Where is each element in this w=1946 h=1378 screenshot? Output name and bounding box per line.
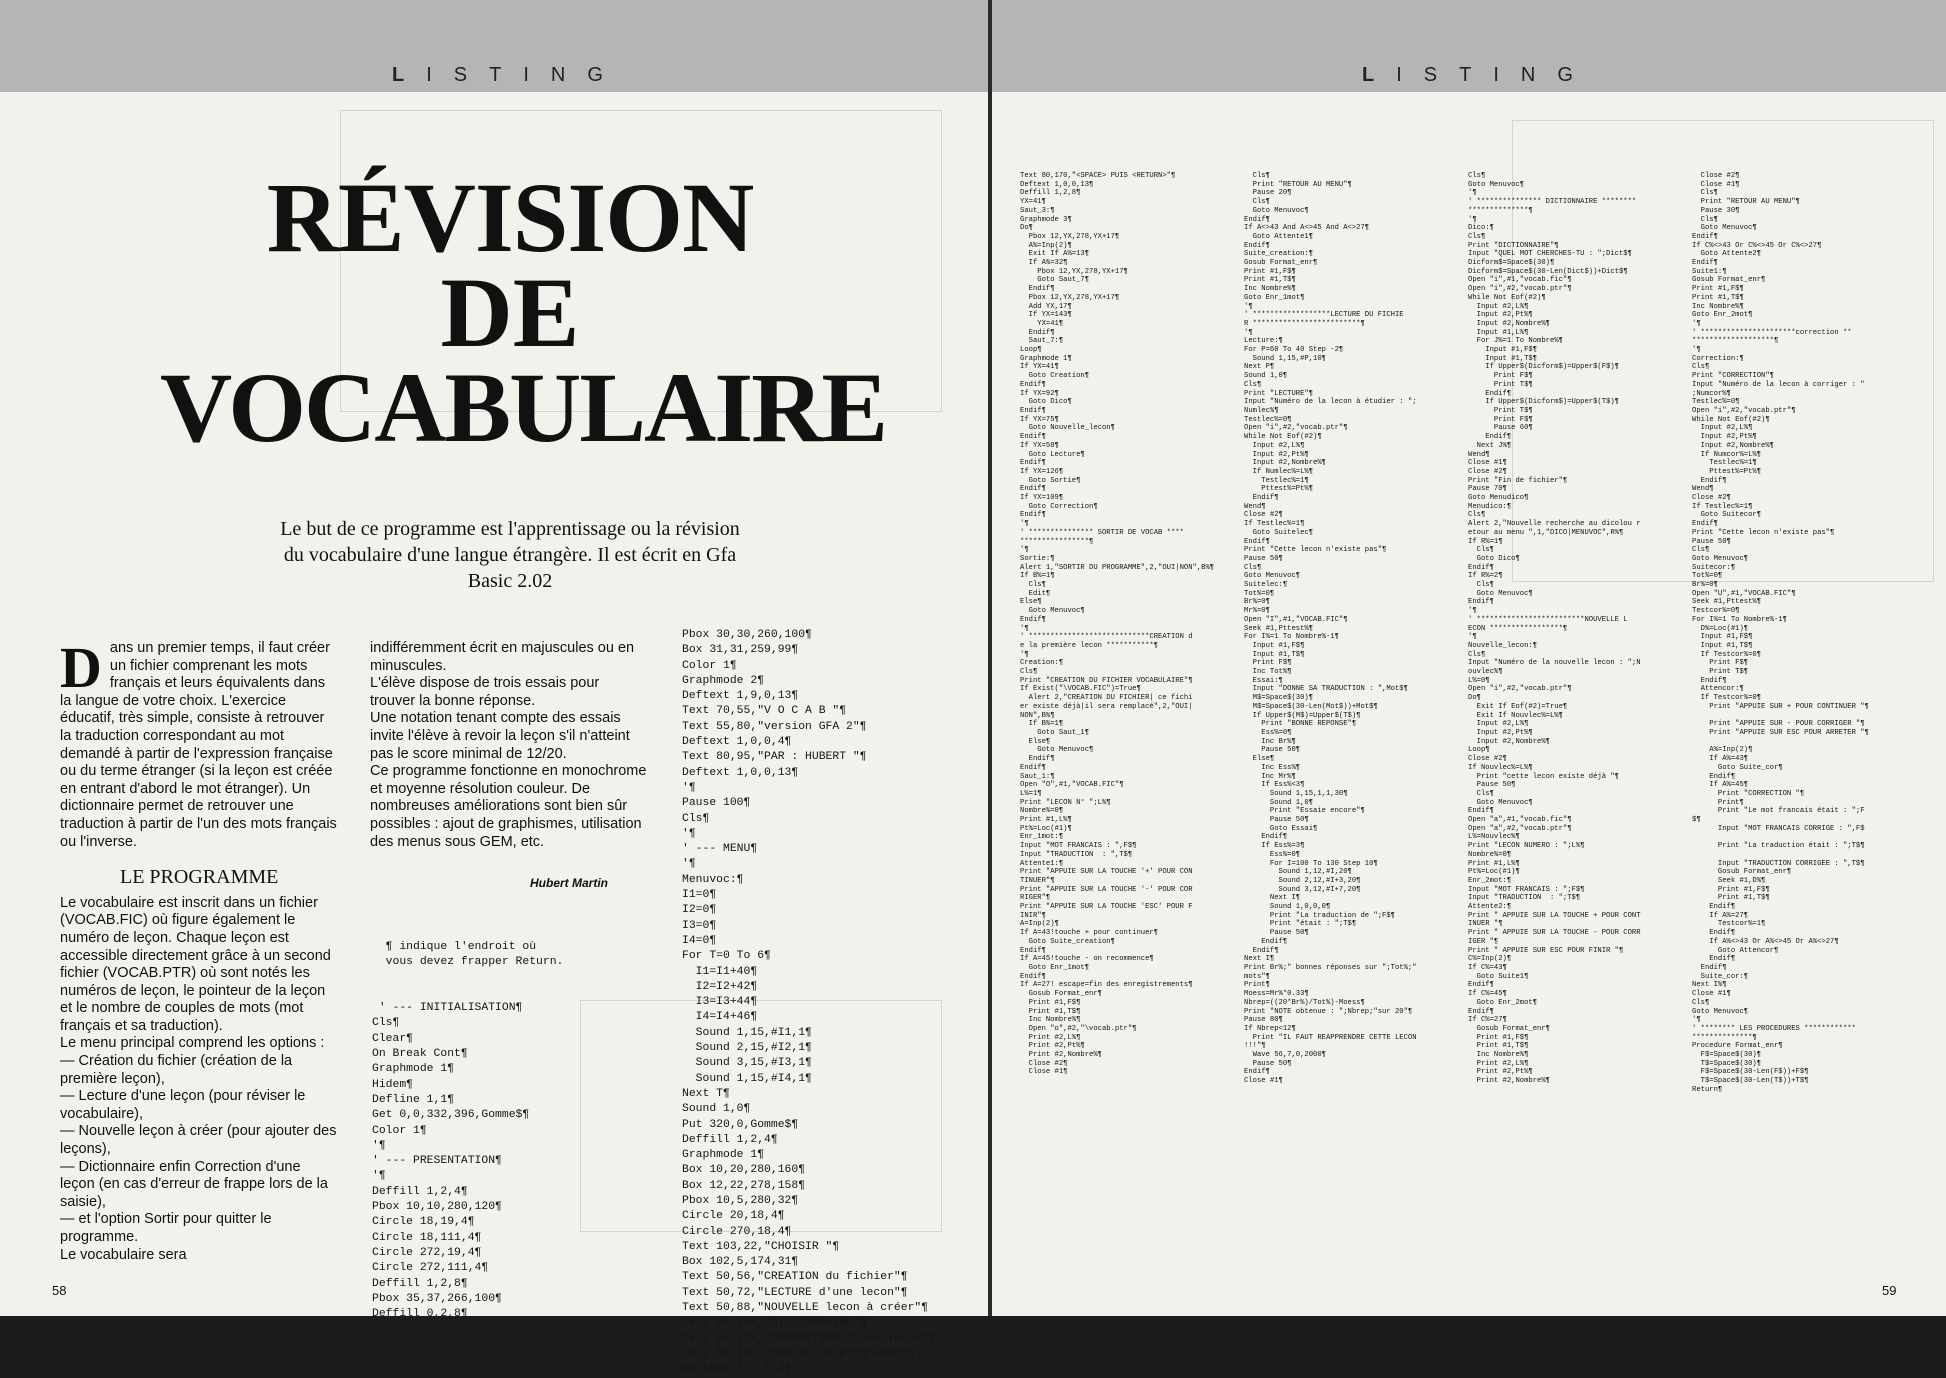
paragraph: L'élève dispose de trois essais pour trouver la bonne réponse.: [370, 675, 600, 709]
title-line-1: RÉVISION: [266, 162, 754, 273]
paragraph: Le menu principal comprend les options :: [60, 1035, 325, 1052]
paragraph: [60, 635, 338, 851]
paragraph-text: ans un premier temps, il faut créer un fichier comprenant les mots français et leurs équivalents dans la langue de votre choix. L'exercice éducatif, très simple, consiste à retrouver la traduction correspondant au mot demandé à partir de l'expression française ou du terme étranger (si la leçon est créée en entrant d'abord le mot étranger). Un dictionnaire permet de retrouver une traduction à partir de l'un des mots français ou l'inverse.: [60, 640, 337, 850]
header-initial: L: [392, 64, 427, 86]
list-item: — Nouvelle leçon à créer (pour ajouter des leçons),: [60, 1123, 337, 1158]
list-item: — Lecture d'une leçon (pour réviser le vocabulaire),: [60, 1088, 306, 1122]
code-listing-r1: Text 80,170,"<SPACE> PUIS <RETURN>"¶ Deftext 1,0,0,13¶ Deffill 1,2,8¶ YX=41¶ Saut_3:¶ Graphmode 3¶ Do¶ Pbox 12,YX,278,YX+17¶ A%=Inp(2)¶ Exit If A%=13¶ If A%=32¶ Pbox 12,YX,278,YX+17¶ Goto Saut_7¶ Endif¶ Pbox 12,YX,278,YX+17¶ Add YX,17¶ If YX=143¶ YX=41¶ Endif¶ Saut_7:¶ Loop¶ Graphmode 1¶ If YX=41¶ Goto Creation¶ Endif¶ If YX=92¶ Goto Dico¶ Endif¶ If YX=75¶ Goto Nouvelle_lecon¶ Endif¶ If YX=58¶ Goto Lecture¶ Endif¶ If YX=126¶ Goto Sortie¶ Endif¶ If YX=109¶ Goto Correction¶ Endif¶ '¶ ' *************** SORTIR DE VOCAB **** ****************¶ '¶ Sortie:¶ Alert 1,"SORTIR DU PROGRAMME",2,"OUI|NON",B%¶ If B%=1¶ Cls¶ Edit¶ Else¶ Goto Menuvoc¶ Endif¶ '¶ ' ****************************CREATION d e la première lecon ***********¶ '¶ Creation:¶ Cls¶ Print "CREATION DU FICHIER VOCABULAIRE"¶ If Exist("\VOCAB.FIC")=True¶ Alert 2,"CREATION DU FICHIER| ce fichi er existe déjà|il sera remplacé",2,"OUI| NON",B%¶ If B%=1¶ Goto Saut_1¶ Else¶ Goto Menuvoc¶ Endif¶ Endif¶ Saut_1:¶ Open "O",#1,"VOCAB.FIC"¶ L%=1¶ Print "LECON N° ";L%¶ Nombre%=0¶ Print #1,L%¶ Pt%=Loc(#1)¶ Enr_1mot:¶ Input "MOT FRANCAIS : ",F$¶ Input "TRADUCTION : ",T$¶ Attente1:¶ Print "APPUIE SUR LA TOUCHE '+' POUR CON TINUER"¶ Print "APPUIE SUR LA TOUCHE '-' POUR COR RIGER"¶ Print "APPUIE SUR LA TOUCHE 'ESC' POUR F INIR"¶ A=Inp(2)¶ If A=43!touche + pour continuer¶ Goto Suite_creation¶ Endif¶ If A=45!touche - on recommence¶ Goto Enr_1mot¶ Endif¶ If A=27! escape=fin des enregistrements¶ Gosub Format_enr¶ Print #1,F$¶ Print #1,T$¶ Inc Nombre%¶ Open "o",#2,"\vocab.ptr"¶ Print #2,L%¶ Print #2,Pt%¶ Print #2,Nombre%¶ Close #2¶ Close #1¶: [1020, 172, 1215, 1077]
paragraph: Ce programme fonctionne en monochrome et moyenne résolution couleur. De nombreuses améliorations sont bien sûr possibles : ajout de graphismes, utilisation des menus sous GEM, etc.: [370, 763, 647, 850]
list-item: — Dictionnaire enfin Correction d'une leçon (en cas d'erreur de frappe lors de la saisie),: [60, 1158, 328, 1210]
paragraph: Une notation tenant compte des essais invite l'élève à revoir la leçon s'il n'atteint pas le score minimal de 12/20.: [370, 710, 630, 762]
paragraph: Le vocabulaire est inscrit dans un fichier (VOCAB.FIC) où figure également le numéro de leçon. Chaque leçon est accessible directement grâce à un second fichier (VOCAB.PTR) où sont notés les numéros de leçon, le pointeur de la leçon et le nombre de couples de mots (mot français et sa traduction).: [60, 894, 331, 1034]
title-line-3: VOCABULAIRE: [160, 352, 887, 463]
code-listing-r3: Cls¶ Goto Menuvoc¶ '¶ ' *************** DICTIONNAIRE ******** **************¶ '¶ Dico:¶ Cls¶ Print "DICTIONNAIRE"¶ Input "QUEL MOT CHERCHES-TU : ";Dict$¶ Dicform$=Space$(30)¶ Dicform$=Space$(30-Len(Dict$))+Dict$¶ Open "i",#1,"vocab.fic"¶ Open "i",#2,"vocab.ptr"¶ While Not Eof(#2)¶ Input #2,L%¶ Input #2,Pt%¶ Input #2,Nombre%¶ Input #1,L%¶ For J%=1 To Nombre%¶ Input #1,F$¶ Input #1,T$¶ If Upper$(Dicform$)=Upper$(F$)¶ Print F$¶ Print T$¶ Endif¶ If Upper$(Dicform$)=Upper$(T$)¶ Print T$¶ Print F$¶ Pause 60¶ Endif¶ Next J%¶ Wend¶ Close #1¶ Close #2¶ Print "Fin de fichier"¶ Pause 70¶ Goto Menudico¶ Menudico:¶ Cls¶ Alert 2,"Nouvelle recherche au dicolou r etour au menu ",1,"DICO|MENUVOC",R%¶ If R%=1¶ Cls¶ Goto Dico¶ Endif¶ If R%=2¶ Cls¶ Goto Menuvoc¶ Endif¶ '¶ ' *************************NOUVELLE L ECON *****************¶ '¶ Nouvelle_lecon:¶ Cls¶ Input "Numéro de la nouvelle lecon : ";N ouvlec%¶ L%=0¶ Open "i",#2,"vocab.ptr"¶ Do¶ Exit If Eof(#2)=True¶ Exit If Nouvlec%=L%¶ Input #2,L%¶ Input #2,Pt%¶ Input #2,Nombre%¶ Loop¶ Close #2¶ If Nouvlec%=L%¶ Print "cette lecon existe déjà "¶ Pause 50¶ Cls¶ Goto Menuvoc¶ Endif¶ Open "a",#1,"vocab.fic"¶ Open "a",#2,"vocab.ptr"¶ L%=Nouvlec%¶ Print "LECON NUMERO : ";L%¶ Nombre%=0¶ Print #1,L%¶ Pt%=Loc(#1)¶ Enr_2mot:¶ Input "MOT FRANCAIS : ";F$¶ Input "TRADUCTION : ";T$¶ Attente2:¶ Print " APPUIE SUR LA TOUCHE + POUR CONT INUER "¶ Print " APPUIE SUR LA TOUCHE - POUR CORR IGER "¶ Print " APPUIE SUR ESC POUR FINIR "¶ C%=Inp(2)¶ If C%=43¶ Goto Suite1¶ Endif¶ If C%=45¶ Goto Enr_2mot¶ Endif¶ If C%=27¶ Gosub Format_enr¶ Print #1,F$¶ Print #1,T$¶ Inc Nombre%¶ Print #2,L%¶ Print #2,Pt%¶ Print #2,Nombre%¶: [1468, 172, 1641, 1086]
paragraph: Le vocabulaire sera: [60, 1246, 187, 1263]
body-column-2: [370, 640, 648, 851]
author-byline: Hubert Martin: [530, 876, 608, 890]
title-line-2: DE: [440, 257, 580, 368]
code-listing-col2: ¶ indique l'endroit où vous devez frapper Return. ' --- INITIALISATION¶ Cls¶ Clear¶ On Break Cont¶ Graphmode 1¶ Hidem¶ Defline 1,1¶ Get 0,0,332,396,Gomme$¶ Color 1¶ '¶ ' --- PRESENTATION¶ '¶ Deffill 1,2,4¶ Pbox 10,10,280,120¶ Circle 18,19,4¶ Circle 18,111,4¶ Circle 272,19,4¶ Circle 272,111,4¶ Deffill 1,2,8¶ Pbox 35,37,266,100¶ Deffill 0,2,8¶: [372, 941, 564, 1321]
code-listing-r4: Close #2¶ Close #1¶ Cls¶ Print "RETOUR AU MENU"¶ Pause 30¶ Cls¶ Goto Menuvoc¶ Endif¶ If C%<>43 Or C%<>45 Or C%<>27¶ Goto Attente2¶ Endif¶ Suite1:¶ Gosub Format_enr¶ Print #1,F$¶ Print #1,T$¶ Inc Nombre%¶ Goto Enr_2mot¶ '¶ ' **********************correction ** *******************¶ '¶ Correction:¶ Cls¶ Print "CORRECTION"¶ Input "Numéro de la lecon à corriger : " ;Numcor%¶ Testlec%=0¶ Open "i",#2,"vocab.ptr"¶ While Not Eof(#2)¶ Input #2,L%¶ Input #2,Pt%¶ Input #2,Nombre%¶ If Numcor%=L%¶ Testlec%=1¶ Pttest%=Pt%¶ Endif¶ Wend¶ Close #2¶ If Testlec%=1¶ Goto Suitecor¶ Endif¶ Print "Cette lecon n'existe pas"¶ Pause 50¶ Cls¶ Goto Menuvoc¶ Suitecor:¶ Tot%=0¶ Br%=0¶ Open "U",#1,"VOCAB.FIC"¶ Seek #1,Pttest%¶ Testcor%=0¶ For I%=1 To Nombre%-1¶ D%=Loc(#1)¶ Input #1,F$¶ Input #1,T$¶ If Testcor%=0¶ Print F$¶ Print T$¶ Endif¶ Attencor:¶ If Testcor%=0¶ Print "APPUIE SUR + POUR CONTINUER "¶ Print "APPUIE SUR - POUR CORRIGER "¶ Print "APPUIE SUR ESC POUR ARRETER "¶ A%=Inp(2)¶ If A%=43¶ Goto Suite_cor¶ Endif¶ If A%=45¶ Print "CORRECTION "¶ Print¶ Print "Le mot francais était : ";F $¶ Input "MOT FRANCAIS CORRIGE : ",F$ Print "La traduction était : ";T$¶ Input "TRADUCTION CORRIGEE : ",T$¶ Gosub Format_enr¶ Seek #1,D%¶ Print #1,F$¶ Print #1,T$¶ Endif¶ If A%=27¶ Testcor%=1¶ Endif¶ If A%<>43 Or A%<>45 Or A%<>27¶ Goto Attencor¶ Endif¶ Endif¶ Suite_cor:¶ Next I%¶ Close #1¶ Cls¶ Goto Menuvoc¶ '¶ ' ******** LES PROCEDURES ************ **************¶ Procedure Format_enr¶ F$=Space$(30)¶ T$=Space$(30)¶ F$=Space$(30-Len(F$))+F$¶ T$=Space$(30-Len(T$))+T$¶ Return¶: [1692, 172, 1869, 1094]
section-header: LISTING: [392, 64, 625, 86]
header-initial: L: [1362, 64, 1397, 86]
body-column-1: [60, 635, 338, 1264]
section-subhead: LE PROGRAMME: [120, 866, 279, 889]
paragraph: indifféremment écrit en majuscules ou en minuscules.: [370, 640, 635, 674]
drop-cap: D: [60, 635, 102, 700]
article-title: [160, 162, 887, 463]
section-header: LISTING: [1362, 64, 1595, 86]
page-number: 58: [52, 1283, 67, 1298]
page-number: 59: [1882, 1283, 1897, 1298]
code-listing-r2: Cls¶ Print "RETOUR AU MENU"¶ Pause 20¶ Cls¶ Goto Menuvoc¶ Endif¶ If A<>43 And A<>45 And A<>27¶ Goto Attente1¶ Endif¶ Suite_creation:¶ Gosub Format_enr¶ Print #1,F$¶ Print #1,T$¶ Inc Nombre%¶ Goto Enr_1mot¶ '¶ ' ******************LECTURE DU FICHIE R *************************¶ '¶ Lecture:¶ For P=60 To 40 Step -2¶ Sound 1,15,#P,10¶ Next P¶ Sound 1,0¶ Cls¶ Print "LECTURE"¶ Input "Numéro de la lecon à étudier : "; Numlec%¶ Testlec%=0¶ Open "i",#2,"vocab.ptr"¶ While Not Eof(#2)¶ Input #2,L%¶ Input #2,Pt%¶ Input #2,Nombre%¶ If Numlec%=L%¶ Testlec%=1¶ Pttest%=Pt%¶ Endif¶ Wend¶ Close #2¶ If Testlec%=1¶ Goto Suitelec¶ Endif¶ Print "Cette lecon n'existe pas"¶ Pause 50¶ Cls¶ Goto Menuvoc¶ Suitelec:¶ Tot%=0¶ Br%=0¶ Mr%=0¶ Open "I",#1,"VOCAB.FIC"¶ Seek #1,Pttest%¶ For I%=1 To Nombre%-1¶ Input #1,F$¶ Input #1,T$¶ Print F$¶ Inc Tot%¶ Essai:¶ Input "DONNE SA TRADUCTION : ",Mot$¶ M$=Space$(30)¶ M$=Space$(30-Len(Mot$))+Mot$¶ If Upper$(M$)=Upper$(T$)¶ Print "BONNE REPONSE"¶ Ess%=0¶ Inc Br%¶ Pause 50¶ Else¶ Inc Ess%¶ Inc Mr%¶ If Ess%<3¶ Sound 1,15,1,1,30¶ Sound 1,0¶ Print "Essaie encore"¶ Pause 50¶ Goto Essai¶ Endif¶ If Ess%=3¶ Ess%=0¶ For I=100 To 130 Step 10¶ Sound 1,12,#I,20¶ Sound 2,12,#I+3,20¶ Sound 3,12,#I+7,20¶ Next I¶ Sound 1,0,0,0¶ Print "La traduction de ";F$¶ Print "était : ";T$¶ Pause 50¶ Endif¶ Endif¶ Next I¶ Print Br%;" bonnes réponses sur ";Tot%;" mots"¶ Print¶ Moess=Mr%*0.33¶ Nbrep=((20*Br%)/Tot%)-Moess¶ Print "NOTE obtenue : ";Nbrep;"sur 20"¶ Pause 80¶ If Nbrep<12¶ Print "IL FAUT REAPPRENDRE CETTE LECON !!!"¶ Wave 56,7,0,2000¶ Pause 50¶ Endif¶ Close #1¶: [1244, 172, 1417, 1086]
code-listing-col3: Pbox 30,30,260,100¶ Box 31,31,259,99¶ Color 1¶ Graphmode 2¶ Deftext 1,9,0,13¶ Text 70,55,"V O C A B "¶ Text 55,80,"version GFA 2"¶ Deftext 1,0,0,4¶ Text 80,95,"PAR : HUBERT "¶ Deftext 1,0,0,13¶ '¶ Pause 100¶ Cls¶ '¶ ' --- MENU¶ '¶ Menuvoc:¶ I1=0¶ I2=0¶ I3=0¶ I4=0¶ For T=0 To 6¶ I1=I1+40¶ I2=I2+42¶ I3=I3+44¶ I4=I4+46¶ Sound 1,15,#I1,1¶ Sound 2,15,#I2,1¶ Sound 3,15,#I3,1¶ Sound 1,15,#I4,1¶ Next T¶ Sound 1,0¶ Put 320,0,Gomme$¶ Deffill 1,2,4¶ Graphmode 1¶ Box 10,20,280,160¶ Box 12,22,278,158¶ Pbox 10,5,280,32¶ Circle 20,18,4¶ Circle 270,18,4¶ Text 103,22,"CHOISIR "¶ Box 102,5,174,31¶ Text 50,56,"CREATION du fichier"¶ Text 50,72,"LECTURE d'une lecon"¶ Text 50,88,"NOUVELLE lecon à créer"¶ Text 50,106,"DICTIONNAIRE"¶ Text 50,124,"CORRECTION d'une lecon"¶ Text 50,140,"SORTIR du programme"¶ Deftext 1,0,0,4¶: [682, 629, 935, 1376]
article-intro: Le but de ce programme est l'apprentissage ou la révision du vocabulaire d'une langue étrangère. Il est écrit en Gfa Basic 2.02: [280, 518, 740, 592]
list-item: — Création du fichier (création de la première leçon),: [60, 1053, 293, 1087]
right-page: [992, 0, 1946, 1316]
list-item: — et l'option Sortir pour quitter le programme.: [60, 1211, 272, 1245]
